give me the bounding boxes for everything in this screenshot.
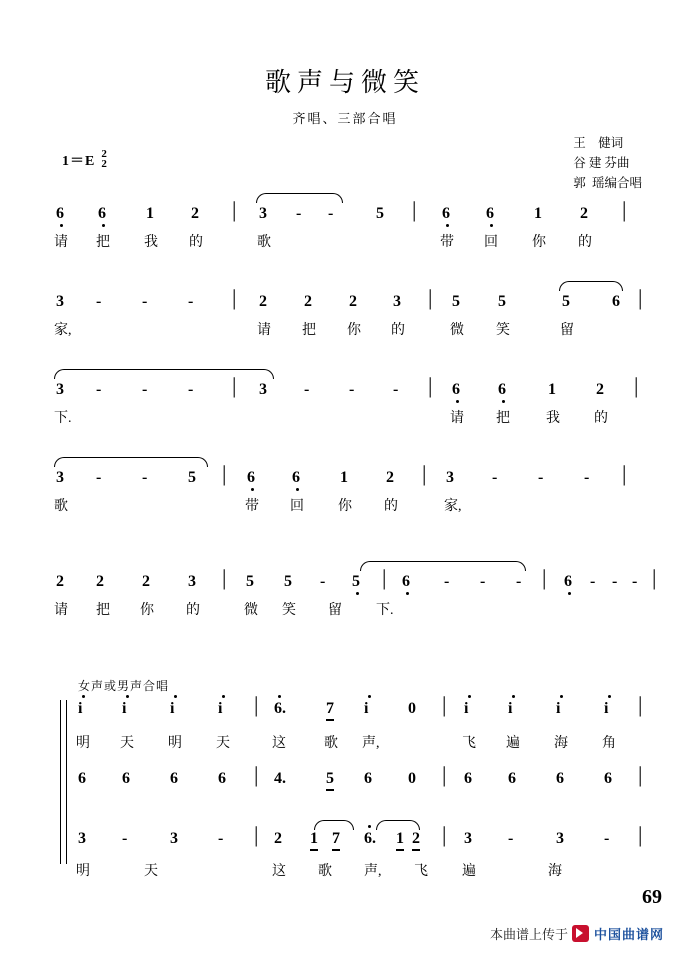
time-signature-top: 2 <box>101 148 108 160</box>
note: 3 <box>78 830 86 847</box>
footer-text: 本曲谱上传于 <box>489 927 568 942</box>
credit-composer: 谷 建 芬曲 <box>573 156 630 170</box>
note: 3 <box>464 830 472 847</box>
note: 6 <box>556 770 564 787</box>
music-line <box>54 373 639 445</box>
barline: | <box>222 565 227 590</box>
page-number: 69 <box>642 886 662 908</box>
barline: | <box>232 285 237 310</box>
slur-mark <box>314 820 354 830</box>
note: - <box>612 573 618 590</box>
note: - <box>320 573 326 590</box>
lyric: 留 <box>328 603 342 618</box>
footer-site-name[interactable]: 中国曲谱网 <box>593 927 664 942</box>
slur-mark <box>256 193 343 203</box>
note: - <box>604 830 610 847</box>
lyric: 明 <box>168 736 182 751</box>
key-signature <box>62 150 108 170</box>
note: - <box>584 469 590 486</box>
note: 3 <box>56 293 64 310</box>
barline: | <box>412 197 417 222</box>
key-label: 1＝E <box>62 154 96 169</box>
note: 5 <box>284 573 292 590</box>
lyric: 你 <box>338 499 352 514</box>
note: - <box>508 830 514 847</box>
note-row <box>56 373 639 407</box>
lyric: 下. <box>54 411 72 426</box>
lyric-row <box>56 407 636 431</box>
lyric: 带 <box>245 499 259 514</box>
note: - <box>218 830 224 847</box>
note: 1 <box>548 381 556 398</box>
lyric: 回 <box>484 235 498 250</box>
lyric: 请 <box>257 323 271 338</box>
note: 6 <box>442 205 450 222</box>
note: 6 <box>56 205 64 222</box>
note: 3 <box>393 293 401 310</box>
lyric: 请 <box>54 603 68 618</box>
note-row <box>78 762 648 796</box>
barline: | <box>428 373 433 398</box>
note: - <box>328 205 334 222</box>
lyric-row <box>56 599 656 623</box>
note: i <box>78 700 83 717</box>
lyric: 的 <box>578 235 592 250</box>
music-line <box>54 565 657 637</box>
note: 2 <box>56 573 64 590</box>
lyric: 微 <box>450 323 464 338</box>
music-line <box>78 762 648 804</box>
note: - <box>304 381 310 398</box>
note: 6 <box>498 381 506 398</box>
lyric: 飞 <box>414 864 428 879</box>
note: 5 <box>352 573 360 590</box>
note: 7 <box>332 830 340 851</box>
lyric: 声, <box>364 864 382 879</box>
barline: | <box>542 565 547 590</box>
barline: | <box>222 461 227 486</box>
note: - <box>142 293 148 310</box>
lyric: 明 <box>76 736 90 751</box>
note: 6 <box>170 770 178 787</box>
note: i <box>364 700 369 717</box>
barline: | <box>638 762 643 787</box>
note: - <box>480 573 486 590</box>
lyric-row <box>56 231 636 255</box>
lyric: 歌 <box>318 864 332 879</box>
credits <box>573 133 642 193</box>
slur-mark <box>376 820 420 830</box>
note: 6 <box>564 573 572 590</box>
note: 6 <box>292 469 300 486</box>
note: - <box>96 469 102 486</box>
lyric: 天 <box>144 864 158 879</box>
lyric: 家, <box>54 323 72 338</box>
note: i <box>604 700 609 717</box>
lyric: 我 <box>144 235 158 250</box>
slur-mark <box>54 369 274 379</box>
note: 0 <box>408 700 416 717</box>
note: 6 <box>464 770 472 787</box>
lyric: 你 <box>140 603 154 618</box>
note: - <box>516 573 522 590</box>
note: - <box>393 381 399 398</box>
music-line <box>54 285 643 357</box>
note: 2 <box>191 205 199 222</box>
barline: | <box>622 197 627 222</box>
lyric: 的 <box>594 411 608 426</box>
barline: | <box>382 565 387 590</box>
slur-mark <box>559 281 623 291</box>
note: 1 <box>396 830 404 851</box>
note: 1 <box>534 205 542 222</box>
note: i <box>170 700 175 717</box>
time-signature-bottom: 2 <box>101 158 108 170</box>
note: 3 <box>56 469 64 486</box>
note: 3 <box>259 205 267 222</box>
note: 6 <box>122 770 130 787</box>
barline: | <box>442 762 447 787</box>
lyric: 把 <box>96 235 110 250</box>
note: 7 <box>326 700 334 721</box>
note: 2 <box>596 381 604 398</box>
note: 6 <box>452 381 460 398</box>
note: 2 <box>386 469 394 486</box>
note: 5 <box>376 205 384 222</box>
note: 4. <box>274 770 286 787</box>
lyric: 家, <box>444 499 462 514</box>
lyric: 这 <box>272 864 286 879</box>
music-line <box>76 692 648 764</box>
footer-watermark <box>490 924 664 943</box>
lyric: 海 <box>554 736 568 751</box>
lyric: 遍 <box>462 864 476 879</box>
lyric: 留 <box>560 323 574 338</box>
note: 6 <box>364 770 372 787</box>
lyric: 歌 <box>54 499 68 514</box>
barline: | <box>254 692 259 717</box>
barline: | <box>622 461 627 486</box>
note-row <box>78 822 648 856</box>
note: i <box>122 700 127 717</box>
lyric: 的 <box>391 323 405 338</box>
barline: | <box>428 285 433 310</box>
lyric: 回 <box>290 499 304 514</box>
lyric: 的 <box>186 603 200 618</box>
note: 2 <box>274 830 282 847</box>
note: i <box>218 700 223 717</box>
barline: | <box>422 461 427 486</box>
note: 2 <box>259 293 267 310</box>
note: i <box>556 700 561 717</box>
lyric: 我 <box>546 411 560 426</box>
note: 3 <box>170 830 178 847</box>
music-line <box>76 822 648 894</box>
note: 5 <box>188 469 196 486</box>
lyric: 天 <box>120 736 134 751</box>
note: 6. <box>364 830 376 847</box>
note: 6 <box>402 573 410 590</box>
lyric: 你 <box>532 235 546 250</box>
lyric-row <box>56 319 636 343</box>
note: - <box>188 381 194 398</box>
note: 3 <box>56 381 64 398</box>
page-title: 歌声与微笑 <box>264 68 425 97</box>
note-row <box>56 461 636 495</box>
lyric: 把 <box>496 411 510 426</box>
slur-mark <box>54 457 208 467</box>
note: i <box>508 700 513 717</box>
lyric: 请 <box>54 235 68 250</box>
lyric: 微 <box>244 603 258 618</box>
lyric: 遍 <box>506 736 520 751</box>
note-row <box>78 692 648 726</box>
note-row <box>56 197 636 231</box>
note: - <box>122 830 128 847</box>
barline: | <box>652 565 657 590</box>
music-line <box>54 461 636 533</box>
barline: | <box>634 373 639 398</box>
note: - <box>349 381 355 398</box>
note: 6 <box>508 770 516 787</box>
lyric: 这 <box>272 736 286 751</box>
lyric-row <box>56 495 636 519</box>
note: 6 <box>247 469 255 486</box>
barline: | <box>232 197 237 222</box>
barline: | <box>442 822 447 847</box>
note: i <box>464 700 469 717</box>
note: 1 <box>340 469 348 486</box>
note: 2 <box>142 573 150 590</box>
note: 5 <box>498 293 506 310</box>
lyric-row <box>78 732 648 756</box>
note: 6 <box>218 770 226 787</box>
lyric-row <box>78 860 648 884</box>
barline: | <box>638 822 643 847</box>
note: - <box>538 469 544 486</box>
system-brace <box>60 700 74 864</box>
note-row <box>56 285 643 319</box>
note: - <box>296 205 302 222</box>
barline: | <box>442 692 447 717</box>
note: - <box>96 293 102 310</box>
note: 5 <box>326 770 334 791</box>
music-line <box>54 197 636 269</box>
note: - <box>444 573 450 590</box>
play-badge-icon <box>572 925 589 942</box>
note: 1 <box>310 830 318 851</box>
note: 6. <box>274 700 286 717</box>
lyric: 飞 <box>462 736 476 751</box>
lyric: 笑 <box>496 323 510 338</box>
page-subtitle: 齐唱、三部合唱 <box>292 111 398 126</box>
note: 2 <box>96 573 104 590</box>
note: 1 <box>146 205 154 222</box>
note: 5 <box>562 293 570 310</box>
note: 3 <box>556 830 564 847</box>
note: - <box>188 293 194 310</box>
lyric: 请 <box>450 411 464 426</box>
note: 2 <box>349 293 357 310</box>
part-label-chorus: 女声或男声合唱 <box>78 679 170 693</box>
note: 3 <box>446 469 454 486</box>
barline: | <box>638 692 643 717</box>
lyric: 声, <box>362 736 380 751</box>
note: - <box>590 573 596 590</box>
time-signature <box>101 149 108 169</box>
barline: | <box>254 822 259 847</box>
note: - <box>142 381 148 398</box>
note: - <box>632 573 638 590</box>
note: 5 <box>452 293 460 310</box>
barline: | <box>638 285 643 310</box>
note: - <box>492 469 498 486</box>
note: 2 <box>304 293 312 310</box>
note: 2 <box>412 830 420 851</box>
credit-arranger: 郭 瑶编合唱 <box>573 176 642 190</box>
note-row <box>56 565 657 599</box>
lyric: 带 <box>440 235 454 250</box>
lyric: 歌 <box>324 736 338 751</box>
note: 0 <box>408 770 416 787</box>
note: 3 <box>259 381 267 398</box>
note: 3 <box>188 573 196 590</box>
note: 6 <box>612 293 620 310</box>
note: 6 <box>78 770 86 787</box>
lyric: 角 <box>602 736 616 751</box>
lyric: 你 <box>347 323 361 338</box>
lyric: 的 <box>384 499 398 514</box>
note: 6 <box>98 205 106 222</box>
lyric: 下. <box>376 603 394 618</box>
note: 2 <box>580 205 588 222</box>
lyric: 笑 <box>282 603 296 618</box>
lyric: 海 <box>548 864 562 879</box>
lyric: 歌 <box>257 235 271 250</box>
note: - <box>142 469 148 486</box>
barline: | <box>254 762 259 787</box>
barline: | <box>232 373 237 398</box>
lyric: 明 <box>76 864 90 879</box>
note: 5 <box>246 573 254 590</box>
credit-lyricist: 王 健词 <box>573 136 624 150</box>
note: 6 <box>486 205 494 222</box>
lyric: 把 <box>96 603 110 618</box>
lyric: 的 <box>189 235 203 250</box>
note: - <box>96 381 102 398</box>
lyric: 把 <box>302 323 316 338</box>
note: 6 <box>604 770 612 787</box>
lyric: 天 <box>216 736 230 751</box>
